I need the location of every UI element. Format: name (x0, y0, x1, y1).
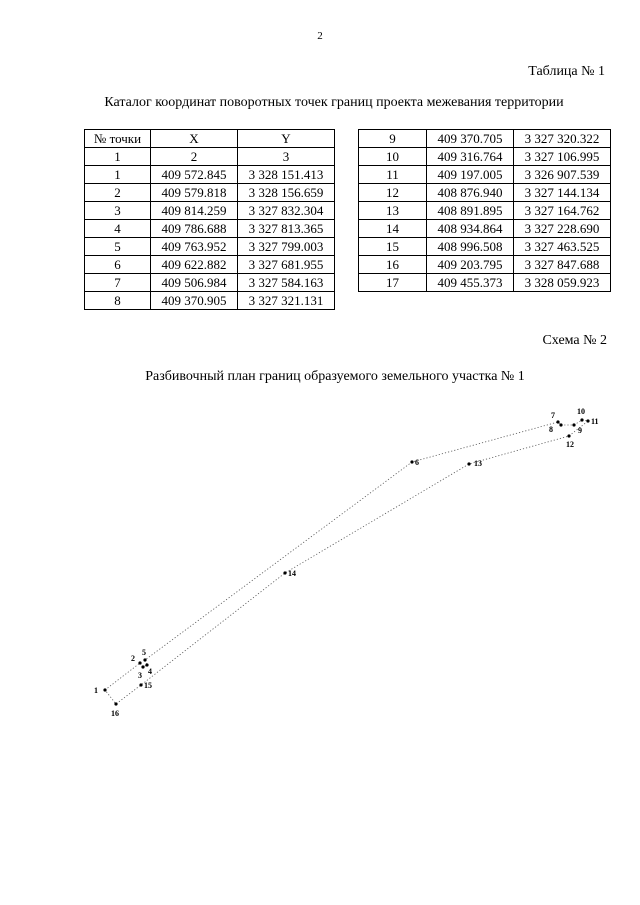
table-row (359, 274, 611, 292)
point-number-cell: 16 (359, 256, 427, 274)
y-coordinate-cell: 3 328 151.413 (238, 166, 335, 184)
point-number-cell: 13 (359, 202, 427, 220)
x-coordinate-cell: 408 876.940 (427, 184, 514, 202)
boundary-point-marker (141, 665, 144, 668)
table-row (359, 202, 611, 220)
x-coordinate-cell: 409 316.764 (427, 148, 514, 166)
point-number-cell: 1 (85, 166, 151, 184)
table-header-row (85, 130, 335, 148)
coordinates-table-right (358, 129, 611, 292)
y-coordinate-cell: 3 327 320.322 (514, 130, 611, 148)
y-coordinate-cell: 3 327 813.365 (238, 220, 335, 238)
boundary-line-north (105, 422, 561, 690)
x-coordinate-cell: 409 506.984 (151, 274, 238, 292)
x-coordinate-cell: 409 622.882 (151, 256, 238, 274)
table-row (359, 130, 611, 148)
boundary-point-marker (145, 663, 148, 666)
table-row (85, 184, 335, 202)
y-coordinate-cell: 3 327 164.762 (514, 202, 611, 220)
y-coordinate-cell: 3 328 156.659 (238, 184, 335, 202)
point-number-cell: 14 (359, 220, 427, 238)
table-row (85, 220, 335, 238)
x-coordinate-cell: 409 579.818 (151, 184, 238, 202)
plan-title: Разбивочный план границ образуемого земельного участка № 1 (145, 369, 525, 384)
point-number-cell: 4 (85, 220, 151, 238)
y-coordinate-cell: 3 327 681.955 (238, 256, 335, 274)
y-coordinate-cell: 3 327 106.995 (514, 148, 611, 166)
x-coordinate-cell: 409 197.005 (427, 166, 514, 184)
boundary-point-label: 10 (577, 407, 585, 416)
x-coordinate-cell: 409 203.795 (427, 256, 514, 274)
boundary-point-label: 7 (551, 411, 555, 420)
table-row (85, 274, 335, 292)
y-coordinate-cell: 3 327 847.688 (514, 256, 611, 274)
x-coordinate-cell: 409 370.905 (151, 292, 238, 310)
point-number-cell: 3 (85, 202, 151, 220)
x-coordinate-cell: 408 996.508 (427, 238, 514, 256)
boundary-point-label: 1 (94, 686, 98, 695)
x-coordinate-cell: 409 763.952 (151, 238, 238, 256)
point-number-cell: 10 (359, 148, 427, 166)
boundary-point-label: 13 (474, 459, 482, 468)
table-label: Таблица № 1 (528, 64, 605, 79)
table-row (359, 184, 611, 202)
boundary-point-label: 16 (111, 709, 119, 718)
y-coordinate-cell: Y (238, 130, 335, 148)
y-coordinate-cell: 3 (238, 148, 335, 166)
y-coordinate-cell: 3 327 832.304 (238, 202, 335, 220)
boundary-point-label: 12 (566, 440, 574, 449)
x-coordinate-cell: 408 934.864 (427, 220, 514, 238)
point-number-cell: 15 (359, 238, 427, 256)
boundary-point-marker (114, 702, 117, 705)
x-coordinate-cell: 2 (151, 148, 238, 166)
boundary-point-label: 5 (142, 648, 146, 657)
boundary-point-label: 8 (549, 425, 553, 434)
boundary-point-marker (580, 418, 583, 421)
table-row (359, 148, 611, 166)
boundary-point-marker (556, 420, 559, 423)
boundary-point-marker (139, 683, 142, 686)
table-row (359, 166, 611, 184)
boundary-point-marker (572, 423, 575, 426)
x-coordinate-cell: 409 572.845 (151, 166, 238, 184)
table-row (85, 256, 335, 274)
point-number-cell: 9 (359, 130, 427, 148)
y-coordinate-cell: 3 327 584.163 (238, 274, 335, 292)
boundary-point-marker (103, 688, 106, 691)
boundary-point-label: 6 (415, 458, 419, 467)
x-coordinate-cell: 409 814.259 (151, 202, 238, 220)
boundary-point-label: 4 (148, 667, 152, 676)
table-numbering-row (85, 148, 335, 166)
x-coordinate-cell: 409 786.688 (151, 220, 238, 238)
boundary-line-south (105, 420, 588, 704)
boundary-point-marker (559, 423, 562, 426)
y-coordinate-cell: 3 327 228.690 (514, 220, 611, 238)
boundary-point-label: 3 (138, 671, 142, 680)
point-number-cell: 1 (85, 148, 151, 166)
point-number-cell: 12 (359, 184, 427, 202)
table-row (359, 256, 611, 274)
y-coordinate-cell: 3 327 144.134 (514, 184, 611, 202)
table-row (359, 220, 611, 238)
boundary-point-marker (143, 658, 146, 661)
x-coordinate-cell: X (151, 130, 238, 148)
boundary-point-marker (283, 571, 286, 574)
boundary-point-label: 14 (288, 569, 296, 578)
table-row (85, 202, 335, 220)
boundary-point-marker (567, 434, 570, 437)
table-row (85, 238, 335, 256)
x-coordinate-cell: 409 370.705 (427, 130, 514, 148)
table-row (85, 166, 335, 184)
scheme-label: Схема № 2 (542, 333, 607, 348)
point-number-cell: 8 (85, 292, 151, 310)
page-number: 2 (317, 30, 323, 42)
x-coordinate-cell: 409 455.373 (427, 274, 514, 292)
x-coordinate-cell: 408 891.895 (427, 202, 514, 220)
boundary-point-label: 9 (578, 426, 582, 435)
point-number-cell: 6 (85, 256, 151, 274)
y-coordinate-cell: 3 326 907.539 (514, 166, 611, 184)
coordinates-table-left (84, 129, 335, 310)
y-coordinate-cell: 3 327 321.131 (238, 292, 335, 310)
point-number-cell: 11 (359, 166, 427, 184)
point-number-cell: № точки (85, 130, 151, 148)
y-coordinate-cell: 3 327 799.003 (238, 238, 335, 256)
point-number-cell: 2 (85, 184, 151, 202)
boundary-point-label: 11 (591, 417, 599, 426)
point-number-cell: 7 (85, 274, 151, 292)
point-number-cell: 17 (359, 274, 427, 292)
boundary-point-marker (586, 419, 589, 422)
boundary-point-marker (467, 462, 470, 465)
boundary-point-marker (410, 460, 413, 463)
y-coordinate-cell: 3 327 463.525 (514, 238, 611, 256)
y-coordinate-cell: 3 328 059.923 (514, 274, 611, 292)
boundary-point-marker (138, 661, 141, 664)
boundary-point-label: 15 (144, 681, 152, 690)
catalog-title: Каталог координат поворотных точек границ проекта межевания территории (104, 95, 564, 110)
point-number-cell: 5 (85, 238, 151, 256)
table-row (359, 238, 611, 256)
boundary-point-label: 2 (131, 654, 135, 663)
table-row (85, 292, 335, 310)
